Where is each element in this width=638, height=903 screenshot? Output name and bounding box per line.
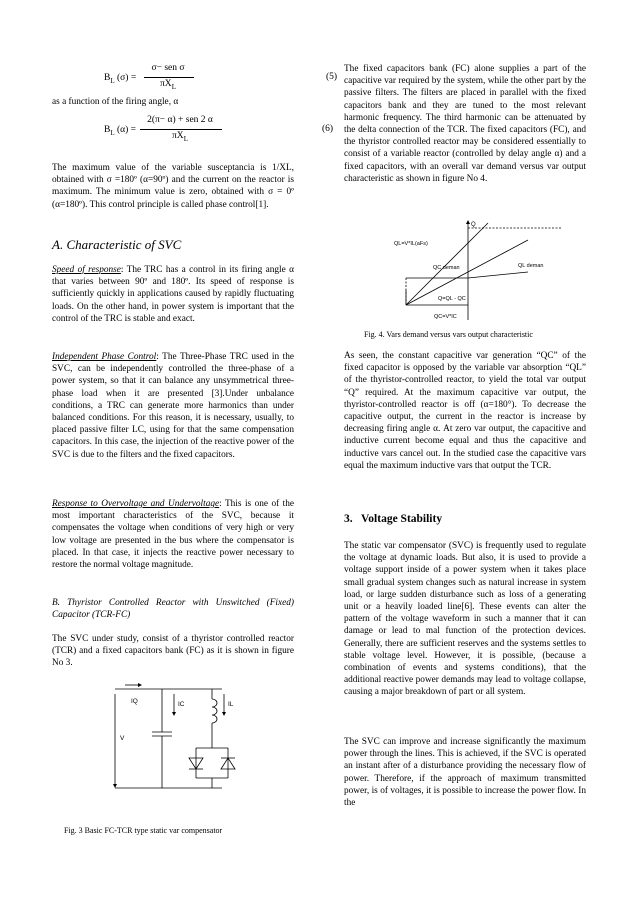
figure-4-chart (368, 220, 568, 325)
equation-5-fraction-bar (144, 77, 194, 78)
equation-6-numerator: 2(π− α) + sen 2 α (147, 115, 213, 125)
as-seen-paragraph: As seen, the constant capacitive var generation “QC” of the fixed capacitor is opposed by the variable var absorption “QL” of the thyristor-controlled reactor, to yield the total var output “Q” required. At the maximum capacitive var output, the thyristor-controlled reactor is off (α=180°). To decrease the capacitive output, the current in the reactor is increase by decreasing firing angle α. At zero var output, the capacitive and inductive current become equal and thus the capacitive and inductive vars cancel out. In the studied case the capacitive vars equal the maximum inductive vars that output the TCR. (344, 351, 586, 471)
independent-phase-title: Independent Phase Control (52, 352, 157, 362)
section-b-heading: B. Thyristor Controlled Reactor with Unswitched (Fixed) Capacitor (TCR-FC) (52, 598, 294, 621)
overvoltage-paragraph: Response to Overvoltage and Undervoltage: This is one of the most important characteristics of the SVC, because it compensates the voltage when conditions of very high or very low voltage are presented in the bus where the compensator is placed. In that case, it injects the reactive power necessary to restore the normal voltage magnitude. (52, 499, 294, 571)
fixed-capacitors-paragraph: The fixed capacitors bank (FC) alone supplies a part of the capacitive var required by the system, while the other part by the passive filters. The filters are placed in parallel with the fixed capacitors bank and they are tuned to the most relevant harmonic frequency. The third harmonic can be attenuated by the delta connection of the TCR. The fixed capacitors (FC), and the thyristor controlled reactor may be considered essentially to consist of a variable reactor (controlled by delay angle α) and a fixed capacitors, with an overall var demand versus var output characteristic as shown in figure No 4. (344, 64, 586, 184)
fig3-iq-label: IQ (131, 698, 138, 705)
fig4-q-label: Q (471, 222, 476, 228)
fig4-qc-equation: QC=V*IC (434, 314, 457, 320)
fig3-v-label: V (120, 735, 125, 742)
fig3-ic-label: IC (178, 701, 185, 708)
independent-phase-paragraph: Independent Phase Control: The Three-Phase TRC used in the SVC, can be independently controlled the three-phase of a power system, so that it can balance any unsymmetrical three-phase load when it are presented [3].Under unbalance conditions, a TRC can generate more harmonics than under balanced conditions. For this reason, it is necessary, usually, to placed passive filter LC, using for that the same compensation capacitors. In this case, the injection of the reactive power of the SVC is due to the filters and the fixed capacitors. (52, 352, 294, 460)
fig4-q-equation: Q=QL - QC (438, 296, 466, 302)
svc-improve-paragraph: The SVC can improve and increase significantly the maximum power through the lines. This is achieved, if the SVC is operated an instant after of a disturbance providing the necessary flow of power. Therefore, if the approach of maximum transmitted power, is of voltages, it is possible to increase the power flow. In the (344, 737, 586, 809)
speed-of-response-paragraph: Speed of response: The TRC has a control in its firing angle α that varies between 90º and 180º. Its speed of response is sufficiently quickly in applications caused by rapidly fluctuating loads. On the other hand, in power system is important that the control of the TRC is stable and exact. (52, 265, 294, 324)
equation-6-fraction-bar (140, 129, 222, 130)
section-3-heading: 3. Voltage Stability (344, 513, 443, 525)
equation-5-number: (5) (326, 72, 338, 82)
speed-of-response-title: Speed of response (52, 265, 121, 275)
overvoltage-title: Response to Overvoltage and Undervoltage (52, 499, 220, 509)
equation-6-lhs: $B_L$ (α) = (104, 125, 137, 137)
section-a-heading: A. Characteristic of SVC (52, 237, 182, 252)
fig4-qc-demand: QC deman (433, 265, 460, 271)
figure-3-circuit (112, 680, 242, 800)
fig4-ql-equation: QL=V*IL(aFs) (394, 241, 428, 247)
equation-6-number: (6) (322, 124, 334, 134)
fig4-ql-demand: QL deman (518, 263, 544, 269)
svc-under-study-paragraph: The SVC under study, consist of a thyristor controlled reactor (TCR) and a fixed capacitors bank (FC) as it is shown in figure No 3. (52, 634, 294, 669)
figure-3-caption: Fig. 3 Basic FC-TCR type static var compensator (64, 826, 223, 835)
equation-5-lhs: $B_L$ (σ) = (104, 73, 137, 85)
svc-voltage-paragraph: The static var compensator (SVC) is frequently used to regulate the voltage at dynamic loads. But also, it is used to provide a voltage support inside of a power system when it takes place small gradual system changes such as natural increase in system load, or large sudden disturbance such as loss of a generating unit or a heavily loaded line[6]. These events can alter the pattern of the voltage waveform in such a manner that it can damage or lead to mal function of the protection devices. Generally, there are sufficient reserves and the systems settles to stable voltage level. However, it is possible, (because a combination of events and systems conditions), that the additional reactive power demands may lead to voltage collapse, causing a major breakdown of part or all system. (344, 541, 586, 698)
max-susceptance-paragraph: The maximum value of the variable susceptancia is 1/XL, obtained with σ =180º (α=90º) and the current on the reactor is maximum. The minimum value is zero, obtained with σ = 0º (α=180º). This control principle is called phase control[1]. (52, 163, 294, 210)
equation-5-numerator: σ− sen σ (151, 63, 185, 73)
fig3-il-label: IL (228, 701, 234, 708)
after-eq5-text: as a function of the firing angle, α (52, 97, 179, 107)
figure-4-caption: Fig. 4. Vars demand versus vars output characteristic (364, 330, 533, 339)
equation-6-denominator: $\pi X_L$ (172, 131, 188, 143)
equation-5-denominator: $\pi X_L$ (160, 79, 176, 91)
